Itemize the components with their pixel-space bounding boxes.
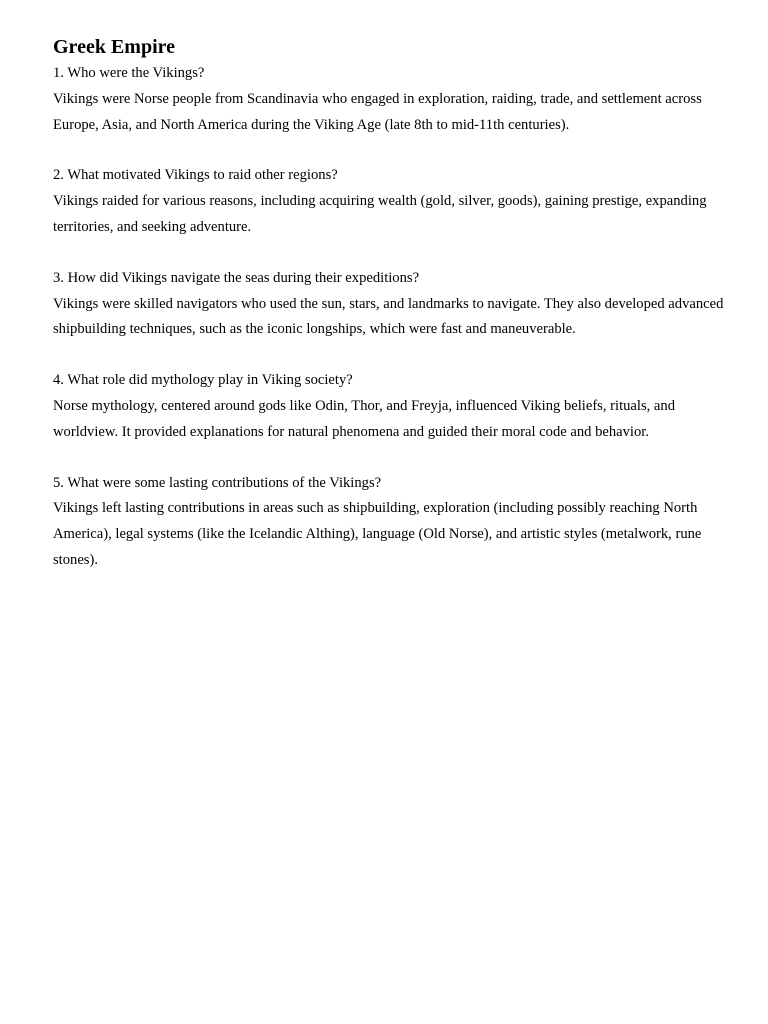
qa-item-4 [53, 368, 743, 445]
question-1: 1. Who were the Vikings? [53, 65, 205, 81]
question-2: 2. What motivated Vikings to raid other regions? [53, 167, 338, 184]
answer-2: Vikings raided for various reasons, including acquiring wealth (gold, silver, goods), gaining prestige, expanding territories, and seeking adventure. [53, 193, 707, 235]
qa-item-1 [53, 61, 743, 138]
answer-1: Vikings were Norse people from Scandinavia who engaged in exploration, raiding, trade, and settlement across Europe, Asia, and North America during the Viking Age (late 8th to mid-11th centuries). [53, 90, 702, 133]
qa-item-2 [53, 163, 743, 240]
qa-item-3 [53, 266, 743, 343]
answer-3: Vikings were skilled navigators who used the sun, stars, and landmarks to navigate. They also developed advanced shipbuilding techniques, such as the iconic longships, which were fast and maneuverable. [53, 295, 724, 338]
answer-4: Norse mythology, centered around gods like Odin, Thor, and Freyja, influenced Viking beliefs, rituals, and worldview. It provided explanations for natural phenomena and guided their moral code and behavior. [53, 397, 676, 440]
document-title: Greek Empire [53, 36, 176, 58]
document-page [53, 33, 743, 599]
question-5: 5. What were some lasting contributions of the Vikings? [53, 474, 382, 491]
qa-item-5 [53, 471, 743, 574]
answer-5: Vikings left lasting contributions in areas such as shipbuilding, exploration (including possibly reaching North America), legal systems (like the Icelandic Althing), language (Old Norse), and artistic styles (metalwork, rune stones). [53, 500, 702, 568]
question-3: 3. How did Vikings navigate the seas during their expeditions? [53, 269, 420, 286]
question-4: 4. What role did mythology play in Viking society? [53, 372, 353, 389]
